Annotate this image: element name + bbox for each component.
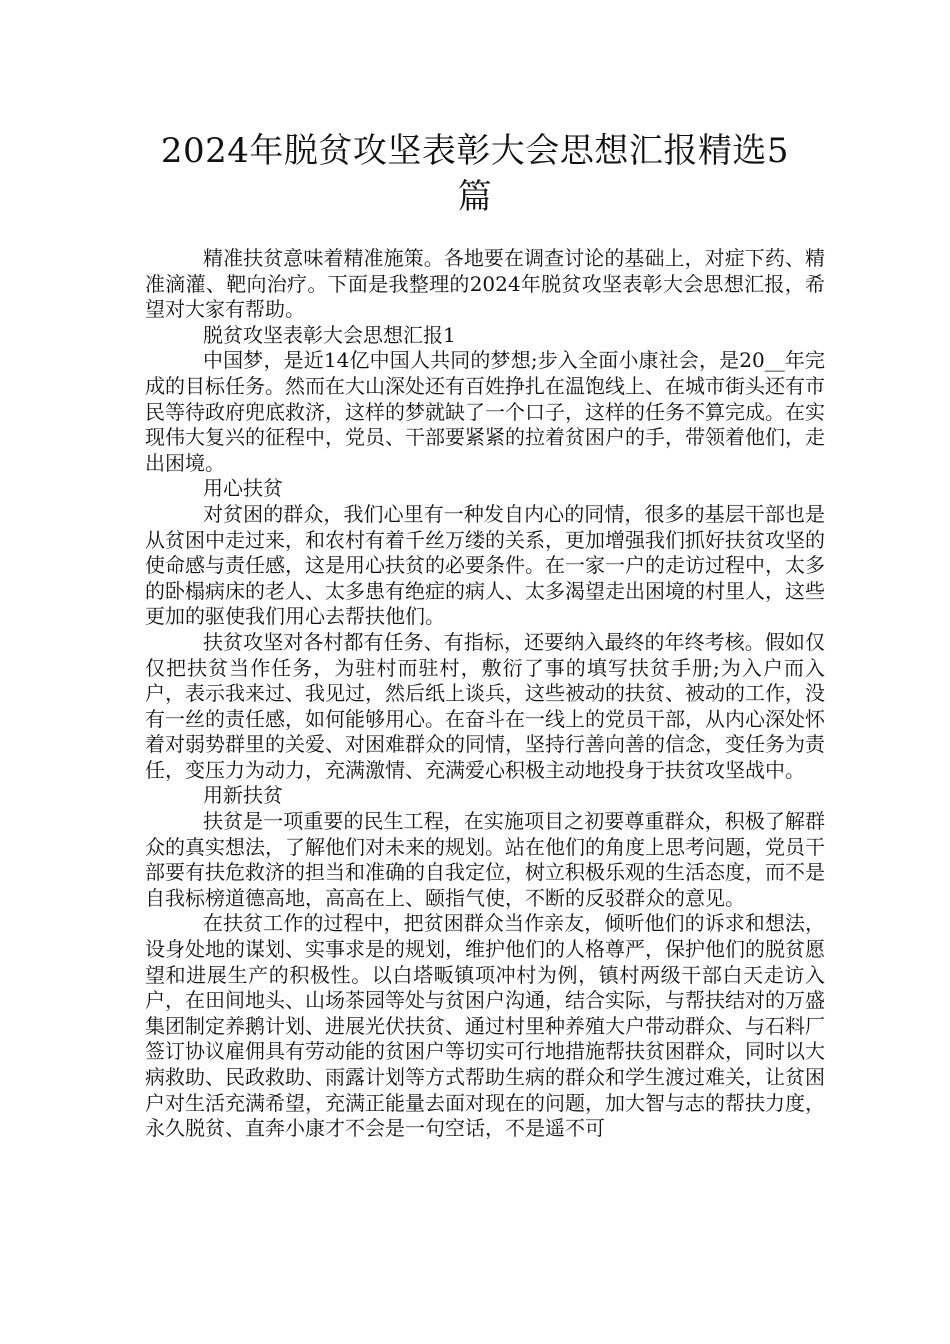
- section-heading-yongxin: 用心扶贫: [203, 476, 283, 501]
- intro-paragraph: 精准扶贫意味着精准施策。各地要在调查讨论的基础上，对症下药、精准滴灌、靶向治疗。下面是我整理的2024年脱贫攻坚表彰大会思想汇报，希望对大家有帮助。: [145, 246, 825, 322]
- document-title: 2024年脱贫攻坚表彰大会思想汇报精选5篇: [160, 131, 790, 217]
- paragraph: 扶贫是一项重要的民生工程，在实施项目之初要尊重群众，积极了解群众的真实想法，了解他们对未来的规划。站在他们的角度上思考问题，党员干部要有扶危救济的担当和准确的自我定位，树立积极乐观的生活态度，而不是自我标榜道德高地，高高在上、颐指气使，不断的反驳群众的意见。: [145, 809, 825, 910]
- section-heading-report-1: 脱贫攻坚表彰大会思想汇报1: [203, 322, 456, 347]
- paragraph: 对贫困的群众，我们心里有一种发自内心的同情，很多的基层干部也是从贫困中走过来，和农村有着千丝万缕的关系，更加增强我们抓好扶贫攻坚的使命感与责任感，这是用心扶贫的必要条件。在一家一户的走访过程中，太多的卧榻病床的老人、太多患有绝症的病人、太多渴望走出困境的村里人，这些更加的驱使我们用心去帮扶他们。: [145, 501, 825, 629]
- paragraph: 中国梦，是近14亿中国人共同的梦想;步入全面小康社会，是20__年完成的目标任务。然而在大山深处还有百姓挣扎在温饱线上、在城市街头还有市民等待政府兜底救济，这样的梦就缺了一个口子，这样的任务不算完成。在实现伟大复兴的征程中，党员、干部要紧紧的拉着贫困户的手，带领着他们，走出困境。: [145, 348, 825, 475]
- document-body: [145, 246, 825, 1142]
- paragraph: 在扶贫工作的过程中，把贫困群众当作亲友，倾听他们的诉求和想法，设身处地的谋划、实事求是的规划，维护他们的人格尊严，保护他们的脱贫愿望和进展生产的积极性。以白塔畈镇项冲村为例，镇村两级干部白天走访入户，在田间地头、山场茶园等处与贫困户沟通，结合实际，与帮扶结对的万盛集团制定养鹅计划、进展光伏扶贫、通过村里种养殖大户带动群众、与石料厂签订协议雇佣具有劳动能的贫困户等切实可行地措施帮扶贫困群众，同时以大病救助、民政救助、雨露计划等方式帮助生病的群众和学生渡过难关，让贫困户对生活充满希望，充满正能量去面对现在的问题，加大智与志的帮扶力度，永久脱贫、直奔小康才不会是一句空话，不是遥不可: [145, 911, 825, 1141]
- section-heading-yongxin-new: 用新扶贫: [203, 783, 283, 808]
- paragraph: 扶贫攻坚对各村都有任务、有指标，还要纳入最终的年终考核。假如仅仅把扶贫当作任务，为驻村而驻村，敷衍了事的填写扶贫手册;为入户而入户，表示我来过、我见过，然后纸上谈兵，这些被动的扶贫、被动的工作，没有一丝的责任感，如何能够用心。在奋斗在一线上的党员干部，从内心深处怀着对弱势群里的关爱、对困难群众的同情，坚持行善向善的信念，变任务为责任，变压力为动力，充满激情、充满爱心积极主动地投身于扶贫攻坚战中。: [145, 629, 825, 782]
